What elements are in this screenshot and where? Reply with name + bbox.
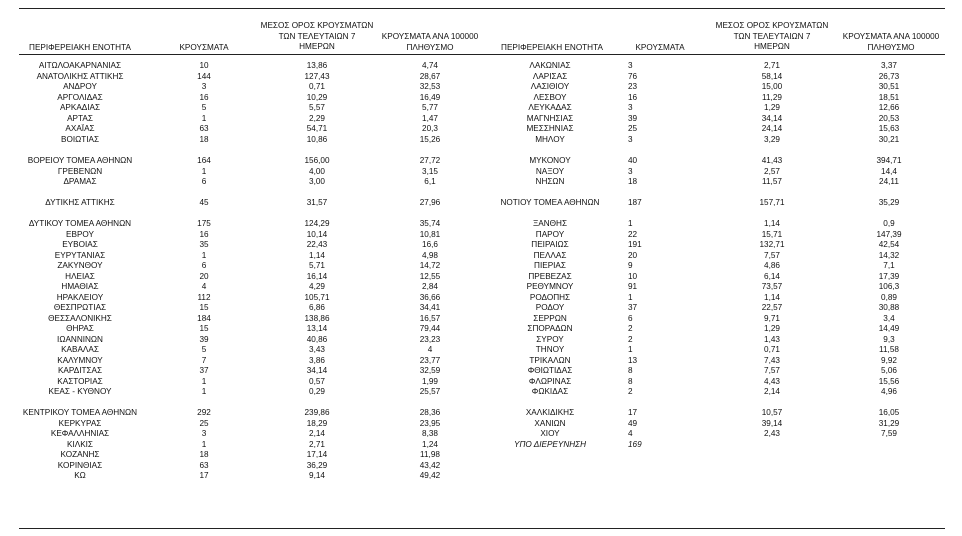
- right-row-avg-cell: 15,00: [761, 82, 783, 91]
- left-row-avg-cell: 2,14: [309, 429, 325, 438]
- left-row-per-cell: 23,95: [419, 418, 441, 428]
- left-row-avg-cell: 10,14: [306, 229, 328, 239]
- right-row-cases-cell: 1: [628, 345, 633, 354]
- left-row-per-cell: 34,41: [419, 303, 441, 312]
- right-row-avg-cell: 41,43: [761, 156, 783, 165]
- left-row-avg-cell: 3,00: [309, 177, 325, 186]
- left-row-cases-cell: 18: [199, 450, 209, 459]
- right-row-avg-cell: 58,14: [761, 71, 783, 81]
- right-row-per-cell: 394,71: [876, 156, 902, 165]
- left-row-per-cell: 11,98: [420, 450, 440, 459]
- left-row-per-cell: 32,53: [419, 82, 441, 91]
- right-row-per-cell: 17,39: [878, 271, 900, 281]
- right-row-cases-cell: 2: [628, 334, 633, 344]
- left-row-avg-cell: 9,14: [309, 471, 325, 480]
- top-rule: [19, 8, 945, 9]
- right-row-per-cell: 24,11: [879, 177, 899, 186]
- right-row-name-cell: ΧΙΟΥ: [540, 429, 560, 438]
- left-row-name-cell: ΘΕΣΠΡΩΤΙΑΣ: [53, 303, 107, 312]
- right-row-avg-cell: 2,57: [764, 166, 780, 176]
- left-row-avg-cell: 36,29: [306, 460, 328, 470]
- left-row-name-cell: ΚΟΡΙΝΘΙΑΣ: [57, 460, 103, 470]
- right-row-avg-cell: 22,57: [761, 303, 783, 312]
- left-row-name-cell: ΒΟΡΕΙΟΥ ΤΟΜΕΑ ΑΘΗΝΩΝ: [27, 156, 133, 165]
- right-row-cases-cell: 9: [628, 261, 633, 270]
- right-row-per-cell: 12,66: [878, 103, 900, 112]
- right-row-name-cell: ΠΡΕΒΕΖΑΣ: [528, 271, 572, 281]
- right-row-name-cell: ΛΕΣΒΟΥ: [533, 92, 567, 102]
- right-row-name-cell: ΠΑΡΟΥ: [535, 229, 565, 239]
- right-row-avg-cell: 9,71: [764, 313, 780, 323]
- right-row-name-cell: ΜΥΚΟΝΟΥ: [529, 156, 571, 165]
- right-row-cases-cell: 3: [628, 103, 633, 112]
- right-row-avg-cell: 2,71: [764, 61, 780, 70]
- right-header-avg: [707, 21, 837, 53]
- left-header-avg-line1: ΜΕΣΟΣ ΟΡΟΣ ΚΡΟΥΣΜΑΤΩΝ: [260, 21, 374, 30]
- left-row-name-cell: ΕΥΒΟΙΑΣ: [62, 240, 98, 249]
- right-row-avg-cell: 11,29: [762, 92, 782, 102]
- right-row-cases-cell: 10: [628, 271, 638, 281]
- right-row-per-cell: 18,51: [878, 92, 900, 102]
- left-row-cases-cell: 184: [197, 313, 211, 323]
- right-row-cases-cell: 18: [628, 177, 638, 186]
- left-row-cases-cell: 25: [199, 418, 209, 428]
- left-row-cases-cell: 37: [199, 366, 209, 375]
- left-row-avg-cell: 54,71: [306, 124, 328, 133]
- left-row-cases-cell: 63: [199, 124, 209, 133]
- right-row-name-cell: ΛΑΡΙΣΑΣ: [532, 71, 568, 81]
- left-row-avg-cell: 2,29: [309, 113, 325, 123]
- right-row-per-cell: 31,29: [878, 418, 900, 428]
- left-row-per-cell: 20,3: [422, 124, 438, 133]
- left-row-cases-cell: 39: [199, 334, 209, 344]
- left-row-name-cell: ΔΥΤΙΚΗΣ ΑΤΤΙΚΗΣ: [45, 198, 115, 207]
- right-row-per-cell: 5,06: [881, 366, 897, 375]
- right-row-per-cell: 30,88: [878, 303, 900, 312]
- left-row-cases-cell: 112: [197, 292, 211, 302]
- right-row-cases-cell: 16: [628, 92, 638, 102]
- right-row-avg-cell: 2,14: [764, 387, 780, 396]
- left-row-avg-cell: 13,14: [306, 324, 328, 333]
- left-row-cases-cell: 164: [197, 156, 211, 165]
- right-row-per-cell: 147,39: [876, 229, 902, 239]
- right-row-per-cell: 4,96: [881, 387, 897, 396]
- left-row-avg-cell: 105,71: [304, 292, 330, 302]
- left-row-name-cell: ΔΥΤΙΚΟΥ ΤΟΜΕΑ ΑΘΗΝΩΝ: [28, 219, 132, 228]
- right-row-name-cell: ΝΗΣΩΝ: [535, 177, 565, 186]
- left-row-per-cell: 15,26: [419, 134, 441, 144]
- right-row-avg-cell: 11,57: [762, 177, 782, 186]
- left-row-per-cell: 1,99: [422, 376, 438, 386]
- bottom-rule: [19, 528, 945, 529]
- right-row-name-cell: ΠΕΙΡΑΙΩΣ: [531, 240, 569, 249]
- left-row-avg-cell: 1,14: [309, 250, 325, 260]
- left-row-avg-cell: 34,14: [306, 366, 328, 375]
- right-row-cases-cell: 37: [628, 303, 638, 312]
- right-row-cases-cell: 191: [628, 240, 642, 249]
- left-row-avg-cell: 5,57: [309, 103, 325, 112]
- right-row-per-cell: 14,32: [878, 250, 900, 260]
- left-row-avg-cell: 156,00: [304, 156, 330, 165]
- right-row-name-cell: ΤΡΙΚΑΛΩΝ: [529, 355, 571, 365]
- right-header-avg-line3: ΗΜΕΡΩΝ: [754, 42, 790, 51]
- right-row-name-cell: ΡΕΘΥΜΝΟΥ: [526, 282, 574, 291]
- left-row-cases-cell: 1: [201, 250, 207, 260]
- left-row-name-cell: ΘΕΣΣΑΛΟΝΙΚΗΣ: [48, 313, 112, 323]
- right-row-per-cell: 0,89: [881, 292, 897, 302]
- right-row-cases-cell: 187: [628, 198, 642, 207]
- right-row-avg-cell: 1,29: [764, 103, 780, 112]
- right-row-avg-cell: 7,57: [764, 366, 780, 375]
- left-row-cases-cell: 20: [199, 271, 209, 281]
- left-row-name-cell: ΒΟΙΩΤΙΑΣ: [60, 134, 100, 144]
- right-row-cases-cell: 76: [628, 71, 638, 81]
- right-row-name-cell: ΣΥΡΟΥ: [536, 334, 564, 344]
- left-row-name-cell: ΑΙΤΩΛΟΑΚΑΡΝΑΝΙΑΣ: [38, 61, 122, 70]
- right-row-avg-cell: 10,57: [761, 408, 783, 417]
- right-row-avg-cell: 132,71: [759, 240, 785, 249]
- left-row-avg-cell: 4,29: [309, 282, 325, 291]
- right-row-name-cell: ΛΑΚΩΝΙΑΣ: [529, 61, 571, 70]
- left-row-name-cell: ΚΕΡΚΥΡΑΣ: [58, 418, 102, 428]
- left-row-name-cell: ΗΡΑΚΛΕΙΟΥ: [56, 292, 104, 302]
- left-row-avg-cell: 0,29: [309, 387, 325, 396]
- left-row-avg-cell: 124,29: [304, 219, 330, 228]
- right-row-name-cell: ΦΘΙΩΤΙΔΑΣ: [527, 366, 573, 375]
- right-row-per-cell: 14,49: [878, 324, 900, 333]
- right-row-per-cell: 16,05: [878, 408, 900, 417]
- left-row-cases-cell: 15: [199, 324, 209, 333]
- right-row-name-cell: ΝΑΞΟΥ: [535, 166, 565, 176]
- left-header-avg-line2: ΤΩΝ ΤΕΛΕΥΤΑΙΩΝ 7: [278, 31, 356, 41]
- right-row-cases-cell: 1: [628, 292, 633, 302]
- right-row-cases-cell: 17: [628, 408, 638, 417]
- left-row-cases-cell: 292: [197, 408, 211, 417]
- right-row-cases-cell: 20: [628, 250, 638, 260]
- left-row-name-cell: ΙΩΑΝΝΙΝΩΝ: [57, 334, 103, 344]
- left-row-avg-cell: 138,86: [304, 313, 330, 323]
- right-row-name-cell: ΡΟΔΟΥ: [535, 303, 565, 312]
- right-row-avg-cell: 1,14: [764, 219, 780, 228]
- right-header-per100k-line1: ΚΡΟΥΣΜΑΤΑ ΑΝΑ 100000: [842, 32, 940, 41]
- left-row-cases-cell: 1: [201, 166, 207, 176]
- left-row-cases-cell: 1: [201, 113, 207, 123]
- left-row-name-cell: ΑΡΤΑΣ: [67, 113, 93, 123]
- right-row-cases-cell: 23: [628, 82, 638, 91]
- right-row-cases-cell: 3: [628, 61, 633, 70]
- right-row-per-cell: 30,51: [878, 82, 900, 91]
- right-row-name-cell: ΠΕΛΛΑΣ: [533, 250, 567, 260]
- right-row-name-cell: ΞΑΝΘΗΣ: [532, 219, 568, 228]
- left-row-avg-cell: 22,43: [306, 240, 328, 249]
- left-row-cases-cell: 16: [199, 229, 209, 239]
- left-row-per-cell: 2,84: [422, 282, 438, 291]
- right-row-avg-cell: 1,14: [764, 292, 780, 302]
- right-row-name-cell: ΛΕΥΚΑΔΑΣ: [528, 103, 572, 112]
- right-row-avg-cell: 2,43: [764, 429, 780, 438]
- left-row-name-cell: ΚΑΒΑΛΑΣ: [61, 345, 99, 354]
- right-row-cases-cell: 3: [628, 134, 633, 144]
- right-row-name-cell: ΧΑΛΚΙΔΙΚΗΣ: [525, 408, 575, 417]
- left-row-name-cell: ΗΛΕΙΑΣ: [65, 271, 95, 281]
- right-row-cases-cell: 91: [628, 282, 638, 291]
- left-row-per-cell: 4,98: [422, 250, 438, 260]
- right-row-avg-cell: 1,29: [764, 324, 780, 333]
- right-row-cases-cell: 3: [628, 166, 633, 176]
- right-row-per-cell: 20,53: [878, 113, 900, 123]
- left-row-cases-cell: 5: [201, 103, 207, 112]
- right-row-avg-cell: 3,29: [764, 134, 780, 144]
- left-row-avg-cell: 3,43: [309, 345, 325, 354]
- left-row-name-cell: ΚΑΡΔΙΤΣΑΣ: [57, 366, 103, 375]
- right-row-name-cell: ΦΛΩΡΙΝΑΣ: [528, 376, 572, 386]
- left-row-name-cell: ΓΡΕΒΕΝΩΝ: [57, 166, 103, 176]
- left-row-cases-cell: 1: [201, 387, 207, 396]
- right-row-cases-cell: 25: [628, 124, 638, 133]
- right-header-per100k: [830, 32, 952, 53]
- left-row-avg-cell: 31,57: [306, 198, 328, 207]
- right-row-per-cell: 26,73: [878, 71, 900, 81]
- right-row-cases-cell: 1: [628, 219, 633, 228]
- left-row-per-cell: 28,67: [419, 71, 441, 81]
- left-row-avg-cell: 0,71: [309, 82, 325, 91]
- right-header-avg-line1: ΜΕΣΟΣ ΟΡΟΣ ΚΡΟΥΣΜΑΤΩΝ: [715, 21, 829, 30]
- right-row-cases-cell: 2: [628, 387, 633, 396]
- left-row-name-cell: ΑΡΚΑΔΙΑΣ: [59, 103, 101, 112]
- left-row-name-cell: ΑΧΑΪΑΣ: [65, 124, 95, 133]
- left-row-per-cell: 23,77: [419, 355, 441, 365]
- left-row-name-cell: ΚΕΑΣ - ΚΥΘΝΟΥ: [48, 387, 112, 396]
- left-row-cases-cell: 144: [197, 71, 211, 81]
- left-row-cases-cell: 1: [201, 376, 207, 386]
- right-header-region: ΠΕΡΙΦΕΡΕΙΑΚΗ ΕΝΟΤΗΤΑ: [501, 43, 603, 52]
- right-header-cases: ΚΡΟΥΣΜΑΤΑ: [635, 43, 685, 52]
- left-row-avg-cell: 18,29: [306, 418, 328, 428]
- right-row-per-cell: 11,58: [879, 345, 899, 354]
- right-header-avg-line2: ΤΩΝ ΤΕΛΕΥΤΑΙΩΝ 7: [733, 31, 811, 41]
- left-header-per100k: [369, 32, 491, 53]
- right-row-avg-cell: 73,57: [761, 282, 783, 291]
- left-row-name-cell: ΚΟΖΑΝΗΣ: [60, 450, 100, 459]
- right-row-cases-cell: 49: [628, 418, 638, 428]
- right-row-avg-cell: 7,43: [764, 355, 780, 365]
- left-header-region: ΠΕΡΙΦΕΡΕΙΑΚΗ ΕΝΟΤΗΤΑ: [29, 43, 131, 52]
- left-row-per-cell: 1,24: [422, 439, 438, 449]
- right-row-cases-cell: 13: [628, 355, 638, 365]
- left-header-per100k-line2: ΠΛΗΘΥΣΜΟ: [406, 42, 454, 52]
- left-row-cases-cell: 16: [199, 92, 209, 102]
- left-row-cases-cell: 6: [201, 177, 207, 186]
- left-row-per-cell: 27,96: [419, 198, 441, 207]
- right-row-avg-cell: 0,71: [764, 345, 780, 354]
- right-row-avg-cell: 6,14: [764, 271, 780, 281]
- right-row-name-cell: ΜΕΣΣΗΝΙΑΣ: [526, 124, 574, 133]
- left-row-avg-cell: 4,00: [309, 166, 325, 176]
- right-row-per-cell: 35,29: [878, 198, 900, 207]
- right-row-cases-cell: 169: [628, 439, 642, 449]
- left-row-per-cell: 27,72: [419, 156, 441, 165]
- left-row-per-cell: 3,15: [422, 166, 438, 176]
- right-row-avg-cell: 39,14: [761, 418, 783, 428]
- right-row-cases-cell: 8: [628, 366, 633, 375]
- left-row-cases-cell: 175: [197, 219, 211, 228]
- right-row-cases-cell: 2: [628, 324, 633, 333]
- right-row-avg-cell: 34,14: [761, 113, 783, 123]
- left-row-name-cell: ΕΥΡΥΤΑΝΙΑΣ: [54, 250, 106, 260]
- left-row-avg-cell: 17,14: [306, 450, 328, 459]
- left-row-name-cell: ΚΑΛΥΜΝΟΥ: [57, 355, 103, 365]
- right-row-name-cell: ΤΗΝΟΥ: [535, 345, 565, 354]
- left-row-name-cell: ΚΩ: [74, 471, 86, 480]
- left-row-per-cell: 10,81: [419, 229, 441, 239]
- left-row-per-cell: 16,57: [419, 313, 441, 323]
- left-row-per-cell: 23,23: [419, 334, 441, 344]
- right-row-per-cell: 15,63: [878, 124, 900, 133]
- left-row-avg-cell: 6,86: [309, 303, 325, 312]
- right-row-cases-cell: 40: [628, 156, 638, 165]
- left-row-avg-cell: 40,86: [306, 334, 328, 344]
- left-row-name-cell: ΚΕΦΑΛΛΗΝΙΑΣ: [50, 429, 110, 438]
- right-row-avg-cell: 7,57: [764, 250, 780, 260]
- left-row-per-cell: 25,57: [419, 387, 441, 396]
- right-row-avg-cell: 4,43: [764, 376, 780, 386]
- right-row-cases-cell: 8: [628, 376, 633, 386]
- header-rule: [19, 54, 945, 55]
- left-row-per-cell: 14,72: [419, 261, 441, 270]
- right-row-per-cell: 15,56: [878, 376, 900, 386]
- left-row-avg-cell: 127,43: [304, 71, 330, 81]
- left-row-avg-cell: 13,86: [306, 61, 328, 70]
- right-row-avg-cell: 1,43: [764, 334, 780, 344]
- left-row-avg-cell: 16,14: [306, 271, 328, 281]
- left-row-name-cell: ΖΑΚΥΝΘΟΥ: [57, 261, 103, 270]
- left-row-name-cell: ΑΡΓΟΛΙΔΑΣ: [57, 92, 103, 102]
- left-row-avg-cell: 239,86: [304, 408, 330, 417]
- right-row-per-cell: 9,92: [881, 355, 897, 365]
- left-row-avg-cell: 10,86: [306, 134, 328, 144]
- left-row-cases-cell: 4: [201, 282, 207, 291]
- right-row-per-cell: 30,21: [878, 134, 900, 144]
- left-row-per-cell: 5,77: [422, 103, 438, 112]
- right-row-name-cell: ΡΟΔΟΠΗΣ: [529, 292, 571, 302]
- left-row-per-cell: 28,36: [419, 408, 441, 417]
- left-row-avg-cell: 5,71: [309, 261, 325, 270]
- right-row-name-cell: ΛΑΣΙΘΙΟΥ: [530, 82, 570, 91]
- left-row-name-cell: ΑΝΔΡΟΥ: [63, 82, 97, 91]
- right-row-per-cell: 9,3: [883, 334, 895, 344]
- left-row-name-cell: ΔΡΑΜΑΣ: [63, 177, 97, 186]
- right-row-per-cell: 7,59: [881, 429, 897, 438]
- left-row-per-cell: 4: [427, 345, 433, 354]
- left-header-per100k-line1: ΚΡΟΥΣΜΑΤΑ ΑΝΑ 100000: [381, 32, 479, 41]
- right-header-per100k-line2: ΠΛΗΘΥΣΜΟ: [867, 42, 915, 52]
- left-row-cases-cell: 35: [199, 240, 209, 249]
- left-row-avg-cell: 0,57: [309, 376, 325, 386]
- right-row-per-cell: 106,3: [878, 282, 900, 291]
- right-row-per-cell: 0,9: [883, 219, 895, 228]
- left-row-per-cell: 6,1: [424, 177, 436, 186]
- left-row-cases-cell: 5: [201, 345, 207, 354]
- left-row-name-cell: ΑΝΑΤΟΛΙΚΗΣ ΑΤΤΙΚΗΣ: [36, 71, 124, 81]
- right-row-name-cell: ΧΑΝΙΩΝ: [534, 418, 566, 428]
- right-row-name-cell: ΜΑΓΝΗΣΙΑΣ: [526, 113, 574, 123]
- left-row-name-cell: ΚΙΛΚΙΣ: [66, 439, 94, 449]
- right-row-per-cell: 14,4: [881, 166, 897, 176]
- left-row-per-cell: 16,6: [422, 240, 438, 249]
- right-row-per-cell: 7,1: [883, 261, 895, 270]
- left-row-per-cell: 36,66: [419, 292, 441, 302]
- right-row-per-cell: 3,4: [883, 313, 895, 323]
- right-row-name-cell: ΣΕΡΡΩΝ: [533, 313, 567, 323]
- right-row-avg-cell: 15,71: [761, 229, 783, 239]
- left-row-cases-cell: 45: [199, 198, 209, 207]
- left-header-avg-line3: ΗΜΕΡΩΝ: [299, 42, 335, 51]
- right-row-per-cell: 42,54: [878, 240, 900, 249]
- left-row-cases-cell: 6: [201, 261, 207, 270]
- right-row-cases-cell: 4: [628, 429, 633, 438]
- left-row-cases-cell: 15: [199, 303, 209, 312]
- left-row-per-cell: 12,55: [419, 271, 441, 281]
- right-row-cases-cell: 39: [628, 113, 638, 123]
- left-row-per-cell: 43,42: [419, 460, 441, 470]
- left-row-cases-cell: 18: [199, 134, 209, 144]
- left-row-cases-cell: 10: [199, 61, 209, 70]
- left-row-per-cell: 79,44: [419, 324, 441, 333]
- left-row-cases-cell: 63: [199, 460, 209, 470]
- right-row-avg-cell: 4,86: [764, 261, 780, 270]
- right-row-cases-cell: 6: [628, 313, 633, 323]
- left-row-per-cell: 49,42: [419, 471, 441, 480]
- left-header-avg: [252, 21, 382, 53]
- left-row-cases-cell: 1: [201, 439, 207, 449]
- left-row-per-cell: 35,74: [419, 219, 441, 228]
- right-row-name-cell: ΥΠΟ ΔΙΕΡΕΥΝΗΣΗ: [514, 439, 586, 449]
- right-row-avg-cell: 24,14: [761, 124, 783, 133]
- right-row-name-cell: ΜΗΛΟΥ: [535, 134, 565, 144]
- left-row-avg-cell: 10,29: [306, 92, 328, 102]
- left-row-avg-cell: 3,86: [309, 355, 325, 365]
- left-row-avg-cell: 2,71: [309, 439, 325, 449]
- left-row-cases-cell: 3: [201, 82, 207, 91]
- right-row-name-cell: ΝΟΤΙΟΥ ΤΟΜΕΑ ΑΘΗΝΩΝ: [500, 198, 600, 207]
- right-row-per-cell: 3,37: [881, 61, 897, 70]
- left-row-cases-cell: 7: [201, 355, 207, 365]
- left-row-per-cell: 1,47: [422, 113, 438, 123]
- left-row-name-cell: ΕΒΡΟΥ: [66, 229, 94, 239]
- left-row-name-cell: ΘΗΡΑΣ: [66, 324, 94, 333]
- right-row-name-cell: ΠΙΕΡΙΑΣ: [534, 261, 566, 270]
- left-row-per-cell: 8,38: [422, 429, 438, 438]
- right-row-name-cell: ΦΩΚΙΔΑΣ: [531, 387, 569, 396]
- right-row-name-cell: ΣΠΟΡΑΔΩΝ: [527, 324, 573, 333]
- left-row-per-cell: 16,49: [419, 92, 441, 102]
- left-row-cases-cell: 3: [201, 429, 207, 438]
- right-row-avg-cell: 157,71: [759, 198, 785, 207]
- left-row-name-cell: ΚΕΝΤΡΙΚΟΥ ΤΟΜΕΑ ΑΘΗΝΩΝ: [22, 408, 138, 417]
- left-row-name-cell: ΚΑΣΤΟΡΙΑΣ: [57, 376, 103, 386]
- left-row-cases-cell: 17: [199, 471, 209, 480]
- left-row-per-cell: 4,74: [422, 61, 438, 70]
- left-row-name-cell: ΗΜΑΘΙΑΣ: [61, 282, 99, 291]
- left-row-per-cell: 32,59: [419, 366, 441, 375]
- right-row-cases-cell: 22: [628, 229, 638, 239]
- left-header-cases: ΚΡΟΥΣΜΑΤΑ: [179, 43, 229, 52]
